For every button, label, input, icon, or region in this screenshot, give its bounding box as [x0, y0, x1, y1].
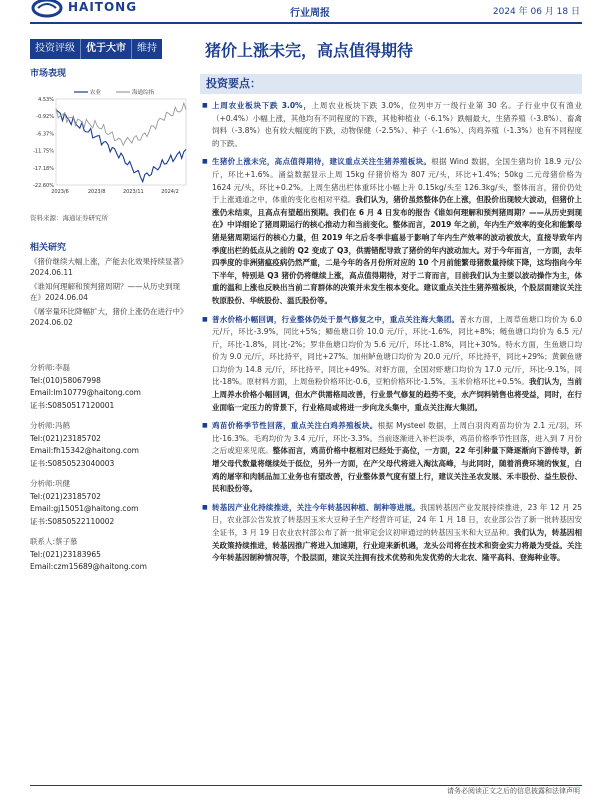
related-research — [30, 240, 190, 328]
y-tick-label: -0.92% — [36, 114, 54, 121]
analyst-name: 分析师:李磊 — [30, 363, 71, 372]
analyst-cert: 证书:S0850522110002 — [30, 516, 115, 526]
rating-value: 优于大市 — [81, 39, 132, 59]
analyst-card — [30, 478, 190, 528]
analyst-tel: Tel:(021)23183965 — [30, 549, 101, 559]
haitong-logo — [30, 0, 140, 22]
analyst-name: 分析师:巩健 — [30, 479, 71, 488]
key-point-lead: 普水价格小幅回调，行业整体仍处于景气修复之中，重点关注海大集团。 — [212, 314, 460, 324]
key-point-bold: 整体而言，鸡苗价格中枢相对已经处于高位，一方面，22 年引种量下降逐渐向下游传导，新增父母代数量将继续处于低位，另外一方面，在产父母代将进入淘汰高峰，与此同时，随着消费环境的恢复，白鸡的屠宰和肉制品加工业务也有望改善，行业整体景气度有望上行，建议关注圣农发展、禾丰股份、益生股份、民和股份等。 — [212, 446, 583, 494]
y-tick-label: 4.53% — [38, 97, 54, 103]
x-tick-label: 2024/2 — [161, 189, 179, 195]
rating-bar — [30, 39, 162, 59]
analyst-list — [30, 362, 190, 582]
key-point-paragraph — [200, 314, 582, 415]
y-tick-label: -6.37% — [36, 131, 54, 138]
analyst-card — [30, 536, 190, 574]
series-line-index — [56, 103, 186, 145]
market-chart-svg — [30, 85, 190, 205]
analyst-cert: 证书:S0850523040003 — [30, 458, 115, 468]
key-points-heading: 投资要点： — [200, 74, 582, 94]
header-rule — [30, 22, 582, 24]
key-point-text: 上周农业板块下跌 3.0%，位列申万一级行业第 30 名。子行业中仅有渔业（+0.4%）小幅上涨，其他均有不同程度的下跌，其他种植业（-6.1%）跌幅最大，生猪养殖（-3.8%）、畜禽饲料（-3.8%）也有较大幅度的下跌，动物保健（-2.5%）、种子（-1.6%）、肉鸡养殖（-1.3%）也有不同程度的下跌。 — [212, 101, 582, 148]
key-point-text: 普水方面，上周草鱼塘口均价为 6.0 元/斤，环比-3.9%，同比+5%；鲫鱼塘口价 10.0 元/斤，环比-1.6%，同比+8%；鲢鱼塘口均价为 6.5 元/斤，环比-1.8%，同比-2%；罗非鱼塘口均价为 5.6 元/斤，环比-1.8%，同比+30%。特水方面，生鱼塘口均价为 9.0 元/斤，环比持平，同比+27%。加州鲈鱼塘口均价为 20.0 元/斤，环比持平，同比+29%；黄颡鱼塘口均价为 14.8 元/斤，环比持平，同比+49%。对虾方面，全国对虾塘口均价为 17.0 元/斤，环比-9.1%，同比-18%。原材料方面，上周鱼粉价格环比-0.6，豆粕价格环比-1.5%。玉米价格环比+0.5%。 — [212, 314, 583, 387]
rating-label: 投资评级 — [30, 39, 81, 59]
key-point-text: 根据 Mysteel 数据，上周白羽肉鸡苗均价为 2.1 元/羽，环比-16.3%。毛鸡均价为 3.4 元/斤，环比-3.3%。当前逐渐进入补栏淡季，鸡苗价格季节性回落，进入到 7 月份之后或迎来见底。 — [212, 421, 583, 456]
series-line-agriculture — [56, 110, 186, 182]
related-item[interactable]: 《猪价继续大幅上涨，产能去化效果持续显著》2024.06.11 — [30, 257, 188, 277]
key-point-lead: 转基因产业化持续推进，关注今年转基因种植、制种等进展。 — [212, 502, 420, 512]
key-point-text: 我国转基因产业发展持续推进，23 年 12 月 25 日，农业部公告发放了转基因玉米大豆种子生产经营许可证，24 年 1 月 18 日，农业部公告了新一批转基因安全证书，3 月 19 日农业农村部公布了新一批审定会议初审通过的转基因玉米和大豆品种。 — [212, 502, 582, 537]
analyst-tel: Tel:(021)23185702 — [30, 433, 101, 443]
market-chart — [30, 85, 190, 205]
key-point-bold: 我们认为，猪价虽然整体仍在上涨，但股价出现较大波动，但猪价上涨仍未结束，且高点有望超出预期。我们在 6 月 4 日发布的报告《谁如何理解和预判猪周期？——从历史到现在》中详细论了猪周期运行的核心推动力和当前变化。整体而言，2019 年之前，年内生产效率的变化和能繁母猪是猪周期运行的核心力量，但 2019 年之后冬季非瘟易于影响了年内生产效率的波动被放大，直接导致年内季度出栏的低点从之前的 Q2 变成了 Q3，供需错配导致了猪价的年内波动加大。对于今年而言，一方面，去年四季度的非洲猪瘟疫病仍然严重，二是今年的各月份所对应的 10 个月前能繁母猪数量持续下降，这均指向今年下半年，特别是 Q3 猪价仍将继续上涨，高点值得期待，对于二育而言，目前我们认为主要以波动操作为主，体重的温和上涨也反映出当前二育群体的决策并未发生根本变化。建议重点关注生猪养殖板块，个股层面建议关注牧原股份、华统股份、温氏股份等。 — [212, 195, 583, 305]
analyst-tel: Tel:(021)23185702 — [30, 491, 101, 501]
legend-label: 海通综指 — [132, 90, 155, 96]
y-tick-label: -22.60% — [33, 183, 54, 189]
key-point-text: 根据 Wind 数据，全国生猪均价 18.9 元/公斤，环比+1.6%。涌益数据显示上周 15kg 仔猪价格为 807 元/头，环比+1.4%；50kg 二元母猪价格为 1624 元/头，环比+0.2%。上周生猪出栏体重环比小幅上升 0.15kg/头至 126.3kg/头，整体而言，猪价仍处于上涨通道之中，体重的变化也相对平稳。 — [212, 157, 582, 205]
analyst-name: 联系人:蔡子慕 — [30, 537, 78, 546]
analyst-cert: 证书:S0850517120001 — [30, 400, 115, 410]
market-heading: 市场表现 — [30, 69, 67, 79]
y-tick-label: -11.75% — [33, 148, 54, 155]
key-point-bold: 我们认为，当前上周养水价格小幅回调，但水产供需格局改善，行业景气修复的趋势不变，水产饲料销售也将受益，同时，在行业面临一定压力的背景下，行业格局或将进一步向龙头集中，重点关注海大集团。 — [212, 377, 583, 412]
key-point-paragraph — [200, 420, 582, 496]
key-point-paragraph — [200, 156, 582, 307]
rating-status: 维持 — [137, 43, 157, 54]
related-item[interactable]: 《谁知何理解和预判猪周期？——从历史到现在》2024.06.04 — [30, 282, 180, 302]
analyst-card — [30, 362, 190, 412]
related-item[interactable]: 《屠宰量环比降幅扩大，猪价上涨仍在进行中》2024.06.02 — [30, 307, 188, 327]
x-tick-label: 2023/6 — [51, 189, 69, 195]
analyst-tel: Tel:(010)58067998 — [30, 375, 101, 385]
analyst-email[interactable]: Email:fh15342@haitong.com — [30, 446, 139, 455]
report-type: 行业周报 — [290, 8, 330, 19]
key-point-paragraph — [200, 100, 582, 150]
disclaimer-footer: 请务必阅读正文之后的信息披露和法律声明 — [447, 787, 580, 795]
related-heading: 相关研究 — [30, 243, 67, 253]
x-tick-label: 2023/8 — [87, 189, 106, 195]
logo-text: HAITONG — [68, 0, 138, 14]
x-tick-label: 2023/11 — [122, 189, 144, 195]
key-point-lead: 鸡苗价格季节性回落，重点关注白鸡养殖板块。 — [212, 421, 378, 431]
analyst-name: 分析师:冯鹤 — [30, 421, 71, 430]
report-title: 猪价上涨未完，高点值得期待 — [205, 41, 414, 60]
analyst-card — [30, 420, 190, 470]
left-column — [30, 66, 190, 328]
analyst-email[interactable]: Email:lm10779@haitong.com — [30, 388, 141, 397]
key-point-paragraph — [200, 502, 582, 565]
analyst-email[interactable]: Email:gj15051@haitong.com — [30, 504, 139, 513]
y-tick-label: -17.18% — [33, 165, 54, 172]
logo-mark-icon — [30, 0, 64, 20]
key-point-lead: 上周农业板块下跌 3.0%， — [212, 101, 312, 110]
key-points-section — [200, 74, 582, 565]
analyst-email[interactable]: Email:czm15689@haitong.com — [30, 562, 147, 571]
key-point-lead: 生猪价上涨未完，高点值得期待，建议重点关注生猪养殖板块。 — [212, 157, 432, 167]
chart-source: 资料来源：海通证券研究所 — [30, 214, 108, 222]
page-header — [0, 0, 600, 30]
report-date: 2024 年 06 月 18 日 — [492, 7, 580, 17]
legend-label: 农业 — [90, 90, 102, 96]
key-point-bold: 我们认为，转基因相关政策持续推进，转基因推广将进入加速期，行业迎来新机遇，龙头公司将在技术和资金实力将最为受益。关注今年转基因制种情况等，个股层面，建议关注拥有技术优势和先发优势的大北农、隆平高科、登海种业等。 — [212, 528, 583, 563]
